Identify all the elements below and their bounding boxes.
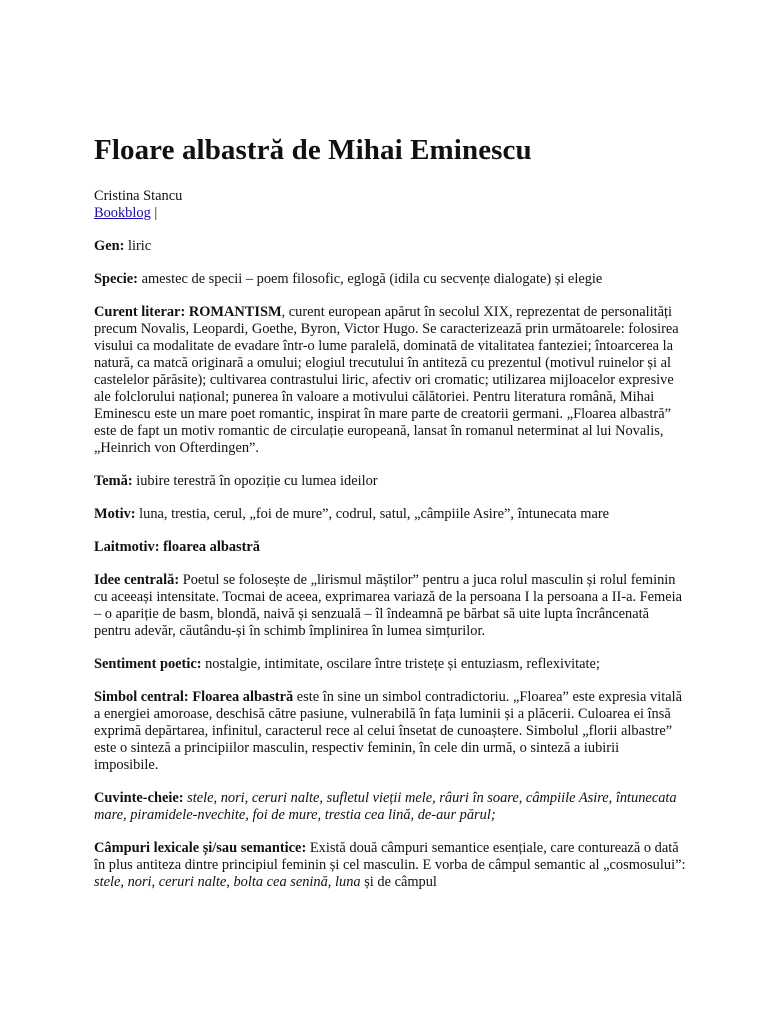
simbol-label: Simbol central: Floarea albastră xyxy=(94,689,294,705)
specie-label: Specie: xyxy=(94,271,138,287)
bookblog-link[interactable]: Bookblog xyxy=(94,205,151,221)
paragraph-cuvinte xyxy=(94,790,686,824)
sentiment-label: Sentiment poetic: xyxy=(94,656,202,672)
paragraph-curent xyxy=(94,304,686,457)
paragraph-tema xyxy=(94,473,686,490)
cuvinte-label: Cuvinte-cheie: xyxy=(94,790,184,806)
paragraph-motiv xyxy=(94,506,686,523)
idee-value: Poetul se folosește de „lirismul măștilor” pentru a juca rolul masculin și rolul feminin cu aceeași intensitate. Tocmai de aceea, exprimarea variază de la persoana I la persoana a II-a. Femeia – o apariție de basm, blondă, naivă și senzuală – îl îndeamnă pe bărbat să uite lupta încrâncenată pentru adevăr, căutându-și în schimb împlinirea în lumea simțurilor. xyxy=(94,572,683,639)
laitmotiv-label: Laitmotiv: floarea albastră xyxy=(94,539,260,555)
paragraph-idee xyxy=(94,572,686,640)
campuri-value: Există două câmpuri semantice esențiale, care conturează o dată în plus antiteza dintre principiul feminin și cel masculin. E vorba de câmpul semantic al „cosmosului”: xyxy=(94,840,686,873)
source-separator: | xyxy=(150,205,158,221)
cuvinte-value: stele, nori, ceruri nalte, sufletul vieții mele, râuri în soare, câmpiile Asire, întunecata mare, piramidele-nvechite, foi de mure, trestia cea lină, de-aur părul; xyxy=(94,790,677,823)
tema-label: Temă: xyxy=(94,473,133,489)
sentiment-value: nostalgie, intimitate, oscilare între tristețe și entuziasm, reflexivitate; xyxy=(201,656,600,672)
paragraph-simbol xyxy=(94,689,686,774)
gen-value: liric xyxy=(124,238,152,254)
byline xyxy=(94,188,686,222)
curent-label: Curent literar: xyxy=(94,304,186,320)
paragraph-sentiment xyxy=(94,656,686,673)
campuri-label: Câmpuri lexicale și/sau semantice: xyxy=(94,840,307,856)
document-title: Floare albastră de Mihai Eminescu xyxy=(94,134,532,166)
gen-label: Gen: xyxy=(94,238,125,254)
paragraph-laitmotiv xyxy=(94,539,686,556)
document-page xyxy=(94,132,686,907)
specie-value: amestec de specii – poem filosofic, eglogă (idila cu secvențe dialogate) și elegie xyxy=(137,271,603,287)
motiv-value: luna, trestia, cerul, „foi de mure”, codrul, satul, „câmpiile Asire”, întunecata mare xyxy=(135,506,610,522)
idee-label: Idee centrală: xyxy=(94,572,180,588)
paragraph-campuri xyxy=(94,840,686,891)
curent-value: , curent european apărut în secolul XIX, reprezentat de personalități precum Novalis, Leopardi, Goethe, Byron, Victor Hugo. Se caracterizează prin următoarele: folosirea visului ca modalitate de evadare într-o lume paralelă, dominată de vitalitatea fanteziei; întoarcerea la natură, ca matcă originară a omului; elogiul trecutului în antiteză cu prezentul (motivul ruinelor și al castelelor părăsite); cultivarea contrastului liric, afectiv ori cromatic; utilizarea mijloacelor expresive ale folclorului național; punerea în valoare a motivului călătoriei. Pentru literatura română, Mihai Eminescu este un mare poet romantic, inspirat în mare parte de creatorii germani. „Floarea albastră” este de fapt un motiv romantic de circulație europeană, lansat în romanul neterminat al lui Novalis, „Heinrich von Ofterdingen”. xyxy=(94,304,679,456)
campuri-value-end: și de câmpul xyxy=(360,874,437,890)
source-line xyxy=(94,205,686,222)
paragraph-gen xyxy=(94,238,686,255)
author-name: Cristina Stancu xyxy=(94,188,183,204)
motiv-label: Motiv: xyxy=(94,506,136,522)
campuri-value-italic: stele, nori, ceruri nalte, bolta cea senină, luna xyxy=(94,874,361,890)
paragraph-specie xyxy=(94,271,686,288)
curent-value-bold: ROMANTISM xyxy=(185,304,282,320)
simbol-value: este în sine un simbol contradictoriu. „Floarea” este expresia vitală a energiei amoroase, deschisă către pasiune, vulnerabilă în fața luminii și a plăcerii. Culoarea ei însă exprimă depărtarea, infinitul, caracterul rece al celui însetat de cunoaștere. Simbolul „florii albastre” este o sinteză a principiilor masculin, respectiv feminin, în cele din urmă, o sinteză a iubirii imposibile. xyxy=(94,689,683,773)
tema-value: iubire terestră în opoziție cu lumea ideilor xyxy=(132,473,378,489)
